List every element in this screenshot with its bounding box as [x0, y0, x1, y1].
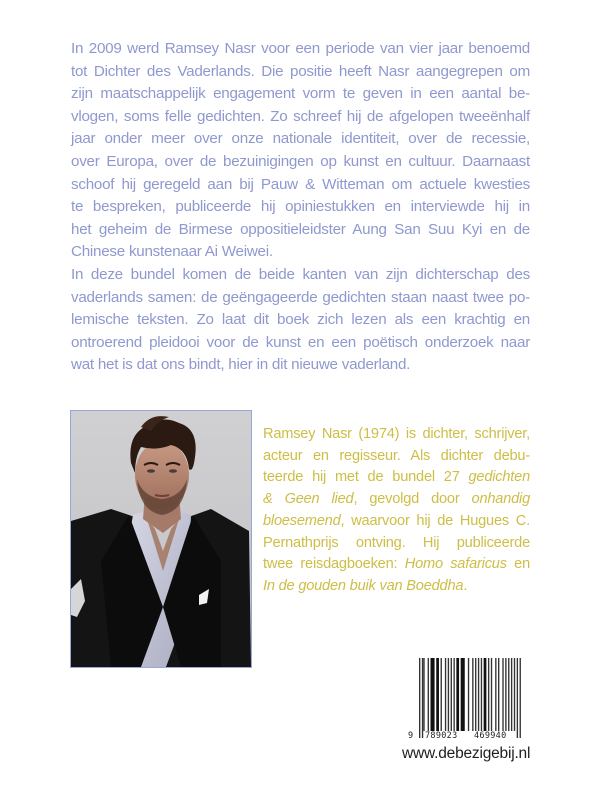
blurb-line: Chinese kunstenaar Ai Weiwei. [71, 243, 273, 261]
bio-title-text: bloesemend [263, 512, 341, 529]
bio-title-text: gedichten [468, 469, 530, 486]
bio-line [263, 576, 530, 598]
bio-line [263, 467, 530, 489]
author-photo [70, 410, 252, 668]
bio-line [263, 446, 530, 468]
author-portrait-image [71, 411, 251, 667]
bio-text: acteur en regisseur. Als dichter debu- [263, 447, 530, 464]
bio-title-text: Homo safaricus [404, 556, 507, 573]
bio-text: . [463, 577, 468, 594]
bio-line [263, 424, 530, 446]
bio-title-text: onhandig [471, 491, 530, 508]
isbn-barcode [419, 658, 521, 738]
blurb-line: schoof hij geregeld aan bij Pauw & Witteman om actuele kwesties [71, 175, 530, 193]
blurb-line: over Europa, over de bezuinigingen op kunst en cultuur. Daarnaast [71, 152, 530, 170]
bio-line [263, 554, 530, 576]
barcode-icon [419, 658, 521, 738]
blurb-line: het geheim de Birmese oppositieleidster Aung San Suu Kyi en de [71, 220, 530, 238]
blurb-line: vlogen, soms felle gedichten. Zo schreef hij de afgelopen tweeënhalf [71, 107, 530, 125]
blurb-line: te bespreken, publiceerde hij opiniestukken en interviewde hij in [71, 198, 530, 216]
bio-line [263, 511, 530, 533]
author-bio [263, 424, 530, 598]
blurb-line: ontroerend pleidooi voor de kunst en een poëtisch onderzoek naar [71, 333, 530, 351]
bio-line [263, 533, 530, 555]
blurb-line: jaar onder meer over onze nationale identiteit, over de recessie, [71, 130, 530, 148]
blurb-line: lemische teksten. Zo laat dit boek zich lezen als een krachtig en [71, 311, 530, 329]
blurb-line: wat het is dat ons bindt, hier in dit nieuwe vaderland. [71, 356, 411, 374]
bio-text: Pernathprijs ontving. Hij publiceerde [263, 534, 530, 551]
blurb-line: zijn maatschappelijk engagement vorm te geven in een aantal be- [71, 85, 530, 103]
bio-text: , waarvoor hij de Hugues C. [340, 512, 530, 529]
bio-text: twee reisdagboeken: [263, 556, 405, 573]
blurb-paragraph-1 [71, 38, 530, 264]
blurb-line: vaderlands samen: de geëngageerde gedichten staan naast twee po- [71, 288, 530, 306]
blurb-line: tot Dichter des Vaderlands. Die positie heeft Nasr aangegrepen om [71, 62, 530, 80]
isbn-digit-prefix: 9 [408, 731, 414, 741]
bio-title-text: In de gouden buik van Boeddha [263, 577, 464, 594]
blurb-line: In deze bundel komen de beide kanten van zijn dichterschap des [71, 265, 530, 283]
isbn-digit-group-1: 789023 [425, 731, 458, 741]
bio-line [263, 489, 530, 511]
isbn-digit-group-2: 469940 [474, 731, 507, 741]
blurb-line: In 2009 werd Ramsey Nasr voor een periode van vier jaar benoemd [71, 40, 530, 57]
bio-text: teerde hij met de bundel 27 [263, 469, 469, 486]
back-cover-blurb [71, 38, 530, 377]
bio-text: , gevolgd door [353, 491, 472, 508]
bio-title-text: & Geen lied [263, 491, 354, 508]
bio-text: en [506, 556, 530, 573]
bio-text: Ramsey Nasr (1974) is dichter, schrijver, [263, 426, 530, 442]
blurb-paragraph-2 [71, 264, 530, 377]
publisher-url: www.debezigebij.nl [402, 745, 531, 762]
